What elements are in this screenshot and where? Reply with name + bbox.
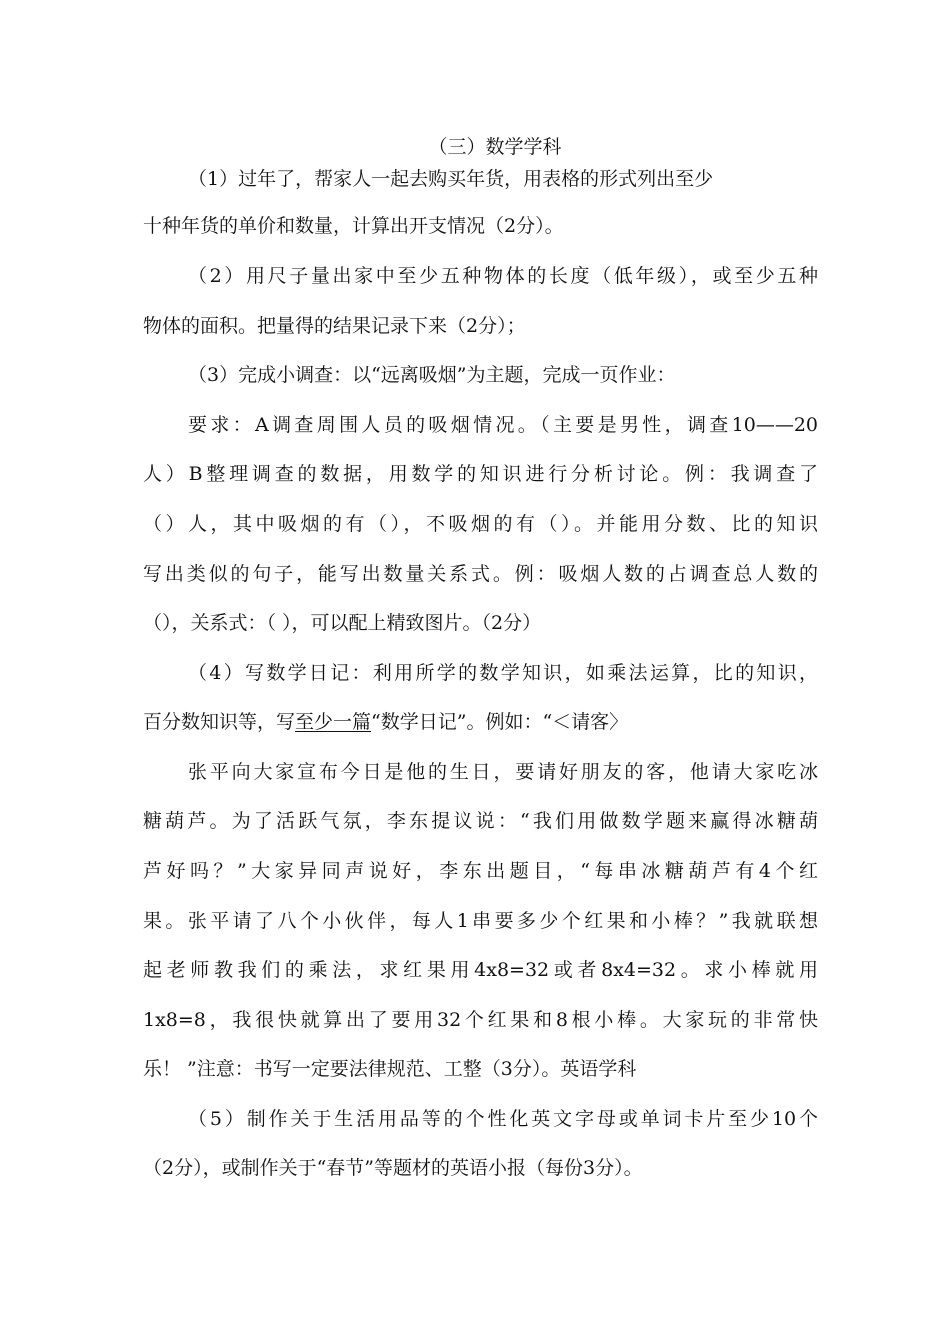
paragraph-line: 十种年货的单价和数量，计算出开支情况（2分）。 [143, 215, 564, 237]
diary-text-underlined: 至少一篇 [295, 711, 372, 733]
paragraph-line: 起老师教我们的乘法，求红果用4x8=32或者8x4=32。求小棒就用 [143, 959, 818, 981]
paragraph-line: （4）写数学日记：利用所学的数学知识，如乘法运算，比的知识， [188, 662, 818, 684]
paragraph-line: 乐！ ”注意：书写一定要法律规范、工整（3分）。英语学科 [143, 1058, 637, 1080]
paragraph-line: （5）制作关于生活用品等的个性化英文字母或单词卡片至少10个 [188, 1108, 818, 1130]
diary-text-before: 百分数知识等，写 [143, 711, 296, 733]
paragraph-line: 人）B整理调查的数据，用数学的知识进行分析讨论。例：我调查了 [143, 463, 818, 485]
paragraph-line: 张平向大家宣布今日是他的生日，要请好朋友的客，他请大家吃冰 [188, 761, 818, 783]
paragraph-line: （2分），或制作关于“春节”等题材的英语小报（每份3分）。 [143, 1157, 643, 1179]
paragraph-line: 物体的面积。把量得的结果记录下来（2分）； [143, 315, 526, 337]
paragraph-line: （3）完成小调查：以“远离吸烟”为主题，完成一页作业： [188, 364, 676, 386]
diary-text-after: “数学日记”。例如：“＜请客〉 [371, 711, 629, 733]
paragraph-line: 糖葫芦。为了活跃气氛，李东提议说：“我们用做数学题来赢得冰糖葫 [143, 810, 818, 832]
paragraph-line: （1）过年了，帮家人一起去购买年货，用表格的形式列出至少 [188, 168, 714, 190]
paragraph-line: 芦好吗？”大家异同声说好，李东出题目，“每串冰糖葫芦有4个红 [143, 860, 818, 882]
paragraph-line: 要求：A调查周围人员的吸烟情况。（主要是男性，调查10——20 [188, 414, 818, 436]
paragraph-line: （），关系式：（ ），可以配上精致图片。（2分） [143, 612, 542, 634]
paragraph-line-diary [143, 709, 818, 735]
paragraph-line: （2）用尺子量出家中至少五种物体的长度（低年级），或至少五种 [188, 265, 818, 287]
paragraph-line: 写出类似的句子，能写出数量关系式。例：吸烟人数的占调查总人数的 [143, 563, 818, 585]
paragraph-line: （）人，其中吸烟的有（），不吸烟的有（）。并能用分数、比的知识 [143, 513, 818, 535]
paragraph-line: 1x8=8，我很快就算出了要用32个红果和8根小棒。大家玩的非常快 [143, 1009, 818, 1031]
paragraph-line: 果。张平请了八个小伙伴，每人1串要多少个红果和小棒？”我就联想 [143, 910, 818, 932]
section-title: （三）数学学科 [428, 136, 562, 158]
